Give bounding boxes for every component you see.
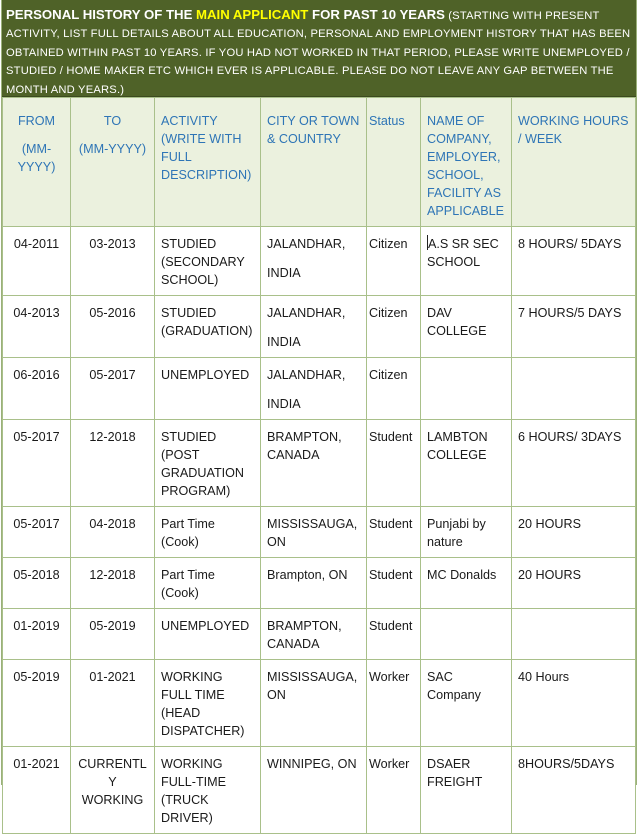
- header-from: [3, 98, 71, 227]
- header-row: [3, 98, 636, 227]
- header-name: NAME OF COMPANY, EMPLOYER, SCHOOL, FACILITY AS APPLICABLE: [421, 98, 512, 227]
- header-to: [71, 98, 155, 227]
- cell-to[interactable]: CURRENTLY WORKING: [71, 747, 155, 834]
- cell-status[interactable]: Worker: [367, 747, 421, 834]
- cell-city[interactable]: Brampton, ON: [261, 558, 367, 609]
- cell-to[interactable]: 12-2018: [71, 558, 155, 609]
- cell-from[interactable]: 01-2019: [3, 609, 71, 660]
- city-line-1: JALANDHAR,: [267, 368, 346, 382]
- cell-city[interactable]: [261, 227, 367, 296]
- cell-from[interactable]: 06-2016: [3, 358, 71, 420]
- cell-from[interactable]: 05-2019: [3, 660, 71, 747]
- cell-status[interactable]: Student: [367, 609, 421, 660]
- cell-hours[interactable]: 7 HOURS/5 DAYS: [512, 296, 636, 358]
- personal-history-form: [1, 0, 637, 825]
- cell-name[interactable]: [421, 609, 512, 660]
- cell-name[interactable]: DSAER FREIGHT: [421, 747, 512, 834]
- cell-from[interactable]: 01-2021: [3, 747, 71, 834]
- cell-hours[interactable]: 40 Hours: [512, 660, 636, 747]
- table-row: [3, 558, 636, 609]
- cell-to[interactable]: 05-2017: [71, 358, 155, 420]
- cell-city[interactable]: WINNIPEG, ON: [261, 747, 367, 834]
- cell-to[interactable]: 05-2019: [71, 609, 155, 660]
- cell-activity[interactable]: UNEMPLOYED: [155, 358, 261, 420]
- cell-to[interactable]: 01-2021: [71, 660, 155, 747]
- cell-activity[interactable]: WORKING FULL-TIME (TRUCK DRIVER): [155, 747, 261, 834]
- table-row: [3, 507, 636, 558]
- cell-status[interactable]: Citizen: [367, 227, 421, 296]
- cell-city[interactable]: BRAMPTON, CANADA: [261, 609, 367, 660]
- cell-activity[interactable]: WORKING FULL TIME (HEAD DISPATCHER): [155, 660, 261, 747]
- banner-instructions: (STARTING WITH PRESENT ACTIVITY, LIST FULL DETAILS ABOUT ALL EDUCATION, PERSONAL AND EMPLOYMENT HISTORY THAT HAS BEEN OBTAINED WITHIN PAST 10 YEARS. IF YOU HAD NOT WORKED IN THAT PERIOD, PLEASE WRITE UNEMPLOYED / STUDIED / HOME MAKER ETC WHICH EVER IS APPLICABLE. PLEASE DO NOT LEAVE ANY GAP BETWEEN THE MONTH AND YEARS.): [6, 10, 631, 96]
- cell-activity[interactable]: STUDIED (SECONDARY SCHOOL): [155, 227, 261, 296]
- cell-name[interactable]: Punjabi by nature: [421, 507, 512, 558]
- table-row: [3, 420, 636, 507]
- cell-status[interactable]: Student: [367, 507, 421, 558]
- cell-hours[interactable]: 8 HOURS/ 5DAYS: [512, 227, 636, 296]
- cell-activity[interactable]: Part Time (Cook): [155, 507, 261, 558]
- header-to-format: (MM-YYYY): [78, 142, 147, 156]
- cell-name[interactable]: LAMBTON COLLEGE: [421, 420, 512, 507]
- cell-from[interactable]: 04-2013: [3, 296, 71, 358]
- cell-hours[interactable]: 20 HOURS: [512, 507, 636, 558]
- cell-to[interactable]: 05-2016: [71, 296, 155, 358]
- header-from-format: (MM-YYYY): [17, 142, 56, 174]
- cell-status[interactable]: Worker: [367, 660, 421, 747]
- header-to-label: TO: [103, 114, 122, 128]
- cell-name[interactable]: DAV COLLEGE: [421, 296, 512, 358]
- table-row: [3, 609, 636, 660]
- cell-activity[interactable]: STUDIED (POST GRADUATION PROGRAM): [155, 420, 261, 507]
- city-line-1: JALANDHAR,: [267, 306, 346, 320]
- city-line-2: INDIA: [267, 266, 301, 280]
- table-row: [3, 227, 636, 296]
- banner-title-prefix: PERSONAL HISTORY OF THE: [6, 7, 197, 22]
- cell-hours[interactable]: [512, 609, 636, 660]
- history-table: [2, 97, 636, 834]
- city-line-1: JALANDHAR,: [267, 237, 346, 251]
- city-line-2: INDIA: [267, 397, 301, 411]
- cell-to[interactable]: 12-2018: [71, 420, 155, 507]
- cell-activity[interactable]: Part Time (Cook): [155, 558, 261, 609]
- cell-hours[interactable]: 8HOURS/5DAYS: [512, 747, 636, 834]
- cell-status[interactable]: Citizen: [367, 358, 421, 420]
- cell-city[interactable]: MISSISSAUGA, ON: [261, 507, 367, 558]
- table-row: [3, 747, 636, 834]
- section-banner: [2, 0, 636, 97]
- header-activity: ACTIVITY (WRITE WITH FULL DESCRIPTION): [155, 98, 261, 227]
- cell-city[interactable]: BRAMPTON, CANADA: [261, 420, 367, 507]
- cell-name[interactable]: [421, 358, 512, 420]
- cell-to[interactable]: 03-2013: [71, 227, 155, 296]
- header-status: Status: [367, 98, 421, 227]
- cell-from[interactable]: 05-2018: [3, 558, 71, 609]
- cell-name[interactable]: SAC Company: [421, 660, 512, 747]
- table-row: [3, 296, 636, 358]
- cell-from[interactable]: 05-2017: [3, 420, 71, 507]
- table-row: [3, 660, 636, 747]
- cell-city[interactable]: [261, 296, 367, 358]
- cell-to[interactable]: 04-2018: [71, 507, 155, 558]
- cell-status[interactable]: Student: [367, 558, 421, 609]
- cell-name-text: A.S SR SEC SCHOOL: [427, 237, 499, 269]
- cell-name[interactable]: MC Donalds: [421, 558, 512, 609]
- banner-title-suffix: FOR PAST 10 YEARS: [308, 7, 445, 22]
- cell-status[interactable]: Student: [367, 420, 421, 507]
- cell-hours[interactable]: 6 HOURS/ 3DAYS: [512, 420, 636, 507]
- cell-city[interactable]: MISSISSAUGA, ON: [261, 660, 367, 747]
- banner-title-highlight: MAIN APPLICANT: [196, 7, 309, 22]
- header-city: CITY OR TOWN & COUNTRY: [261, 98, 367, 227]
- cell-hours[interactable]: [512, 358, 636, 420]
- cell-activity[interactable]: UNEMPLOYED: [155, 609, 261, 660]
- cell-status[interactable]: Citizen: [367, 296, 421, 358]
- cell-hours[interactable]: 20 HOURS: [512, 558, 636, 609]
- cell-from[interactable]: 04-2011: [3, 227, 71, 296]
- cell-from[interactable]: 05-2017: [3, 507, 71, 558]
- city-line-2: INDIA: [267, 335, 301, 349]
- cell-activity[interactable]: STUDIED (GRADUATION): [155, 296, 261, 358]
- header-hours: WORKING HOURS / WEEK: [512, 98, 636, 227]
- cell-name[interactable]: [421, 227, 512, 296]
- header-from-label: FROM: [17, 114, 56, 128]
- cell-city[interactable]: [261, 358, 367, 420]
- table-row: [3, 358, 636, 420]
